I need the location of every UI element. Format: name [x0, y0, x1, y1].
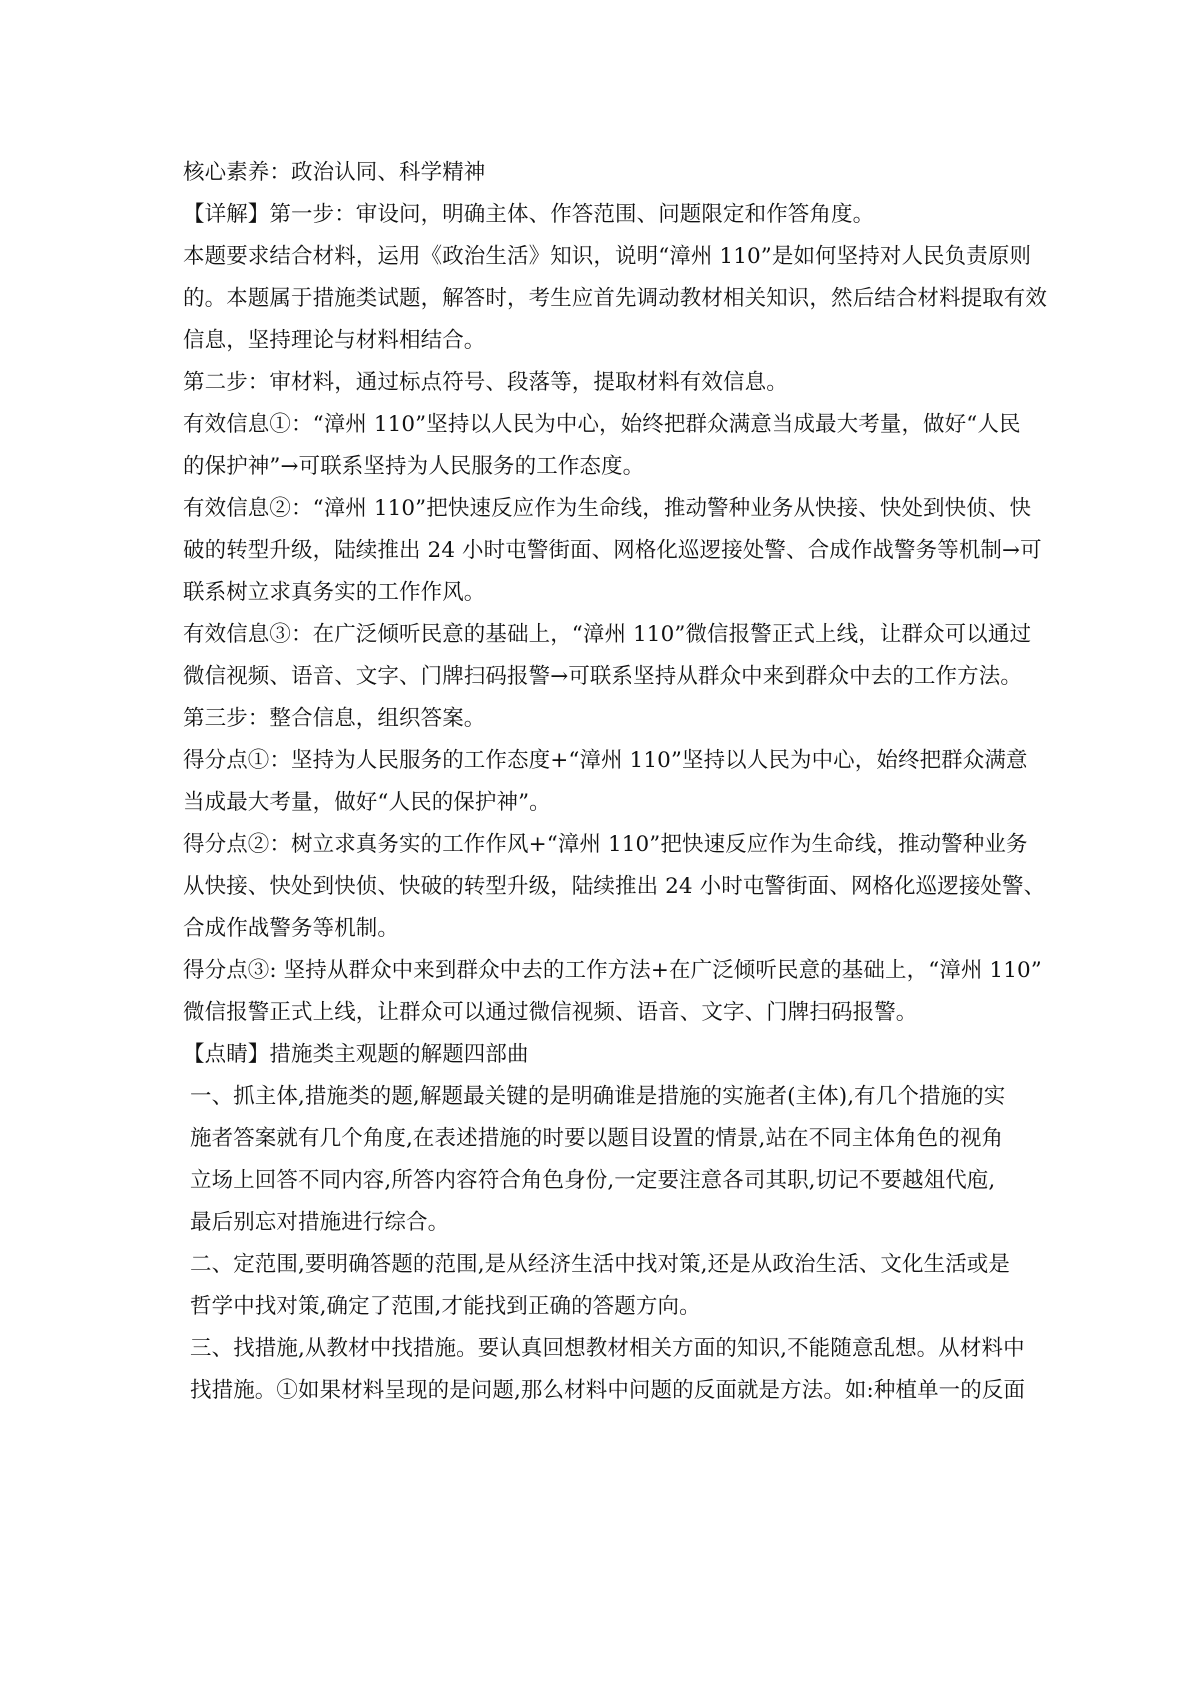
step-two-line: 第二步：审材料，通过标点符号、段落等，提取材料有效信息。 [183, 370, 788, 395]
tip-item-1-cont: 最后别忘对措施进行综合。 [190, 1210, 450, 1235]
score-point-2-cont: 从快接、快处到快侦、快破的转型升级，陆续推出 24 小时屯警街面、网格化巡逻接处警、 [183, 874, 1046, 899]
explanation-step-one: 【详解】第一步：审设问，明确主体、作答范围、问题限定和作答角度。 [183, 202, 875, 227]
paragraph-line: 本题要求结合材料，运用《政治生活》知识，说明“漳州 110”是如何坚持对人民负责原则 [183, 244, 1032, 269]
effective-info-2-cont: 破的转型升级，陆续推出 24 小时屯警街面、网格化巡逻接处警、合成作战警务等机制→可 [183, 538, 1042, 563]
effective-info-3-cont: 微信视频、语音、文字、门牌扫码报警→可联系坚持从群众中来到群众中去的工作方法。 [183, 664, 1022, 689]
paragraph-line: 的。本题属于措施类试题，解答时，考生应首先调动教材相关知识，然后结合材料提取有效 [183, 286, 1048, 311]
effective-info-1: 有效信息①：“漳州 110”坚持以人民为中心，始终把群众满意当成最大考量，做好“人民 [183, 412, 1021, 437]
score-point-3: 得分点③: 坚持从群众中来到群众中去的工作方法+在广泛倾听民意的基础上，“漳州 110” [183, 958, 1042, 983]
score-point-1: 得分点①：坚持为人民服务的工作态度+“漳州 110”坚持以人民为中心，始终把群众满意 [183, 748, 1028, 773]
tip-item-1-cont: 立场上回答不同内容,所答内容符合角色身份,一定要注意各司其职,切记不要越俎代庖, [190, 1168, 996, 1193]
score-point-2: 得分点②：树立求真务实的工作作风+“漳州 110”把快速反应作为生命线，推动警种业务 [183, 832, 1028, 857]
tip-heading: 【点睛】措施类主观题的解题四部曲 [183, 1042, 529, 1067]
effective-info-3: 有效信息③：在广泛倾听民意的基础上，“漳州 110”微信报警正式上线，让群众可以通过 [183, 622, 1032, 647]
effective-info-2-cont: 联系树立求真务实的工作作风。 [183, 580, 486, 605]
score-point-2-cont: 合成作战警务等机制。 [183, 916, 400, 941]
effective-info-2: 有效信息②：“漳州 110”把快速反应作为生命线，推动警种业务从快接、快处到快侦、快 [183, 496, 1032, 521]
score-point-3-cont: 微信报警正式上线，让群众可以通过微信视频、语音、文字、门牌扫码报警。 [183, 1000, 918, 1025]
effective-info-1-cont: 的保护神”→可联系坚持为人民服务的工作态度。 [183, 454, 645, 479]
tip-item-1-cont: 施者答案就有几个角度,在表述措施的时要以题目设置的情景,站在不同主体角色的视角 [190, 1126, 1004, 1151]
tip-item-3: 三、找措施,从教材中找措施。要认真回想教材相关方面的知识,不能随意乱想。从材料中 [190, 1336, 1025, 1361]
tip-item-1: 一、抓主体,措施类的题,解题最关键的是明确谁是措施的实施者(主体),有几个措施的实 [190, 1084, 1006, 1109]
document-body [183, 152, 1048, 1412]
tip-item-3-cont: 找措施。①如果材料呈现的是问题,那么材料中问题的反面就是方法。如:种植单一的反面 [190, 1378, 1026, 1403]
score-point-1-cont: 当成最大考量，做好“人民的保护神”。 [183, 790, 551, 815]
tip-item-2-cont: 哲学中找对策,确定了范围,才能找到正确的答题方向。 [190, 1294, 701, 1319]
paragraph-line: 信息，坚持理论与材料相结合。 [183, 328, 486, 353]
step-three-line: 第三步：整合信息，组织答案。 [183, 706, 486, 731]
core-literacy-line: 核心素养：政治认同、科学精神 [183, 160, 486, 185]
tip-item-2: 二、定范围,要明确答题的范围,是从经济生活中找对策,还是从政治生活、文化生活或是 [190, 1252, 1011, 1277]
